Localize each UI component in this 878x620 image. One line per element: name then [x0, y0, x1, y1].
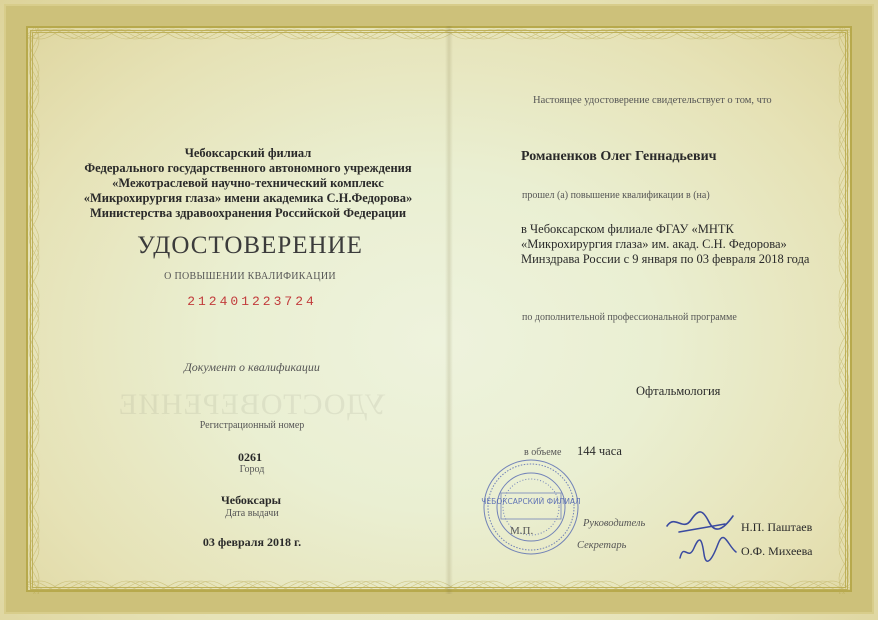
place-line-3: Минздрава России с 9 января по 03 февраля 2018 года [521, 252, 810, 266]
issue-date-label: Дата выдачи [225, 508, 279, 519]
secretary-label: Секретарь [577, 540, 627, 551]
reg-number-label: Регистрационный номер [199, 420, 305, 431]
watermark-text: УДОСТОВЕРЕНИЕ [117, 388, 387, 421]
org-line-3: «Межотраслевой научно-технический комплекс [112, 176, 384, 190]
head-label: Руководитель [583, 518, 646, 529]
seal-place-label: М.П. [510, 525, 534, 537]
volume-value: 144 часа [577, 444, 622, 458]
place-line-1: в Чебоксарском филиале ФГАУ «МНТК [521, 222, 734, 236]
issue-date: 03 февраля 2018 г. [202, 535, 302, 549]
official-stamp [481, 457, 581, 557]
serial-number: 212401223724 [187, 294, 317, 309]
passed-text: прошел (а) повышение квалификации в (на) [522, 190, 710, 201]
document-title: УДОСТОВЕРЕНИЕ [137, 232, 363, 259]
doc-type: Документ о квалификации [184, 360, 320, 374]
city-value: Чебоксары [220, 493, 282, 507]
org-line-2: Федерального государственного автономного учреждения [84, 161, 412, 175]
org-line-4: «Микрохирургия глаза» имени академика С.Н.Федорова» [83, 191, 413, 205]
head-signature [665, 504, 735, 538]
program-name: Офтальмология [636, 384, 721, 398]
program-label: по дополнительной профессиональной программе [522, 312, 737, 323]
document-subtitle: О ПОВЫШЕНИИ КВАЛИФИКАЦИИ [164, 271, 336, 282]
org-line-1: Чебоксарский филиал [184, 146, 312, 160]
secretary-signature [678, 536, 738, 566]
head-name: Н.П. Паштаев [741, 520, 813, 534]
place-line-2: «Микрохирургия глаза» им. акад. С.Н. Федорова» [521, 237, 787, 251]
secretary-name: О.Ф. Михеева [741, 544, 813, 558]
org-line-5: Министерства здравоохранения Российской Федерации [89, 206, 407, 220]
center-fold [445, 26, 453, 594]
holder-name: Романенков Олег Геннадьевич [521, 149, 717, 164]
city-label: Город [239, 464, 265, 475]
reg-number: 0261 [238, 450, 262, 464]
stamp-text: ЧЕБОКСАРСКИЙ ФИЛИАЛ [481, 497, 581, 506]
intro-text: Настоящее удостоверение свидетельствует о том, что [533, 95, 772, 106]
volume-label: в объеме [524, 447, 562, 458]
